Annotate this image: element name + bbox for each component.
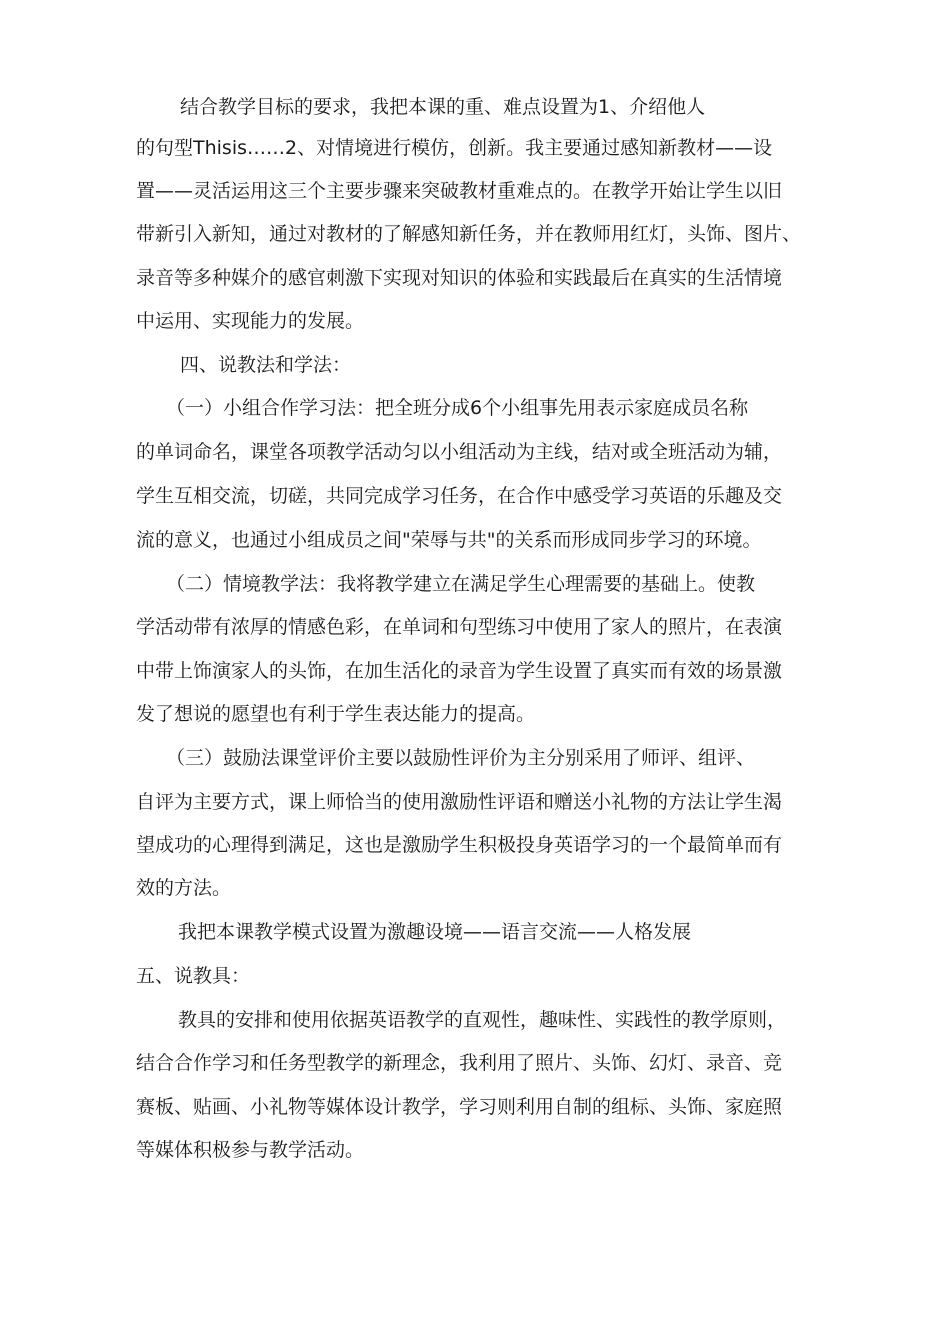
section-heading: 五、说教具： [136,965,251,987]
text-line: 录音等多种媒介的感官刺激下实现对知识的体验和实践最后在真实的生活情境 [136,267,783,289]
text-line: 学活动带有浓厚的情感色彩，在单词和句型练习中使用了家人的照片，在表演 [136,616,783,638]
text-line: 结合教学目标的要求，我把本课的重、难点设置为1、介绍他人 [180,96,706,118]
text-line: 置——灵活运用这三个主要步骤来突破教材重难点的。在教学开始让学生以旧 [136,180,783,202]
text-line: 自评为主要方式，课上师恰当的使用激励性评语和赠送小礼物的方法让学生渴 [136,791,783,813]
text-line: 我把本课教学模式设置为激趣设境——语言交流——人格发展 [178,921,692,943]
text-line: 望成功的心理得到满足，这也是激励学生积极投身英语学习的一个最简单而有 [136,834,783,856]
text-line: 结合合作学习和任务型教学的新理念，我利用了照片、头饰、幻灯、录音、竞 [136,1052,783,1074]
text-line: 的句型Thisis……2、对情境进行模仿，创新。我主要通过感知新教材——设 [136,137,773,159]
text-line: 学生互相交流，切磋，共同完成学习任务，在合作中感受学习英语的乐趣及交 [136,485,783,507]
section-heading: 四、说教法和学法： [180,354,352,376]
text-line: 等媒体积极参与教学活动。 [136,1139,365,1161]
text-line: 带新引入新知，通过对教材的了解感知新任务，并在教师用红灯，头饰、图片、 [136,223,802,245]
text-line: 赛板、贴画、小礼物等媒体设计教学，学习则利用自制的组标、头饰、家庭照 [136,1096,783,1118]
text-line: （三）鼓励法课堂评价主要以鼓励性评价为主分别采用了师评、组评、 [166,747,756,769]
text-line: 流的意义，也通过小组成员之间"荣辱与共"的关系而形成同步学习的环境。 [136,529,762,551]
text-line: 效的方法。 [136,877,232,899]
text-line: 中运用、实现能力的发展。 [136,310,365,332]
text-line: （一）小组合作学习法：把全班分成6个小组事先用表示家庭成员名称 [166,397,749,419]
text-line: 中带上饰演家人的头饰，在加生活化的录音为学生设置了真实而有效的场景激 [136,660,783,682]
text-line: 教具的安排和使用依据英语教学的直观性，趣味性、实践性的教学原则， [178,1009,787,1031]
text-line: （二）情境教学法：我将教学建立在满足学生心理需要的基础上。使教 [166,573,756,595]
text-line: 的单词命名，课堂各项教学活动匀以小组活动为主线，结对或全班活动为辅， [136,441,783,463]
text-line: 发了想说的愿望也有利于学生表达能力的提高。 [136,703,536,725]
